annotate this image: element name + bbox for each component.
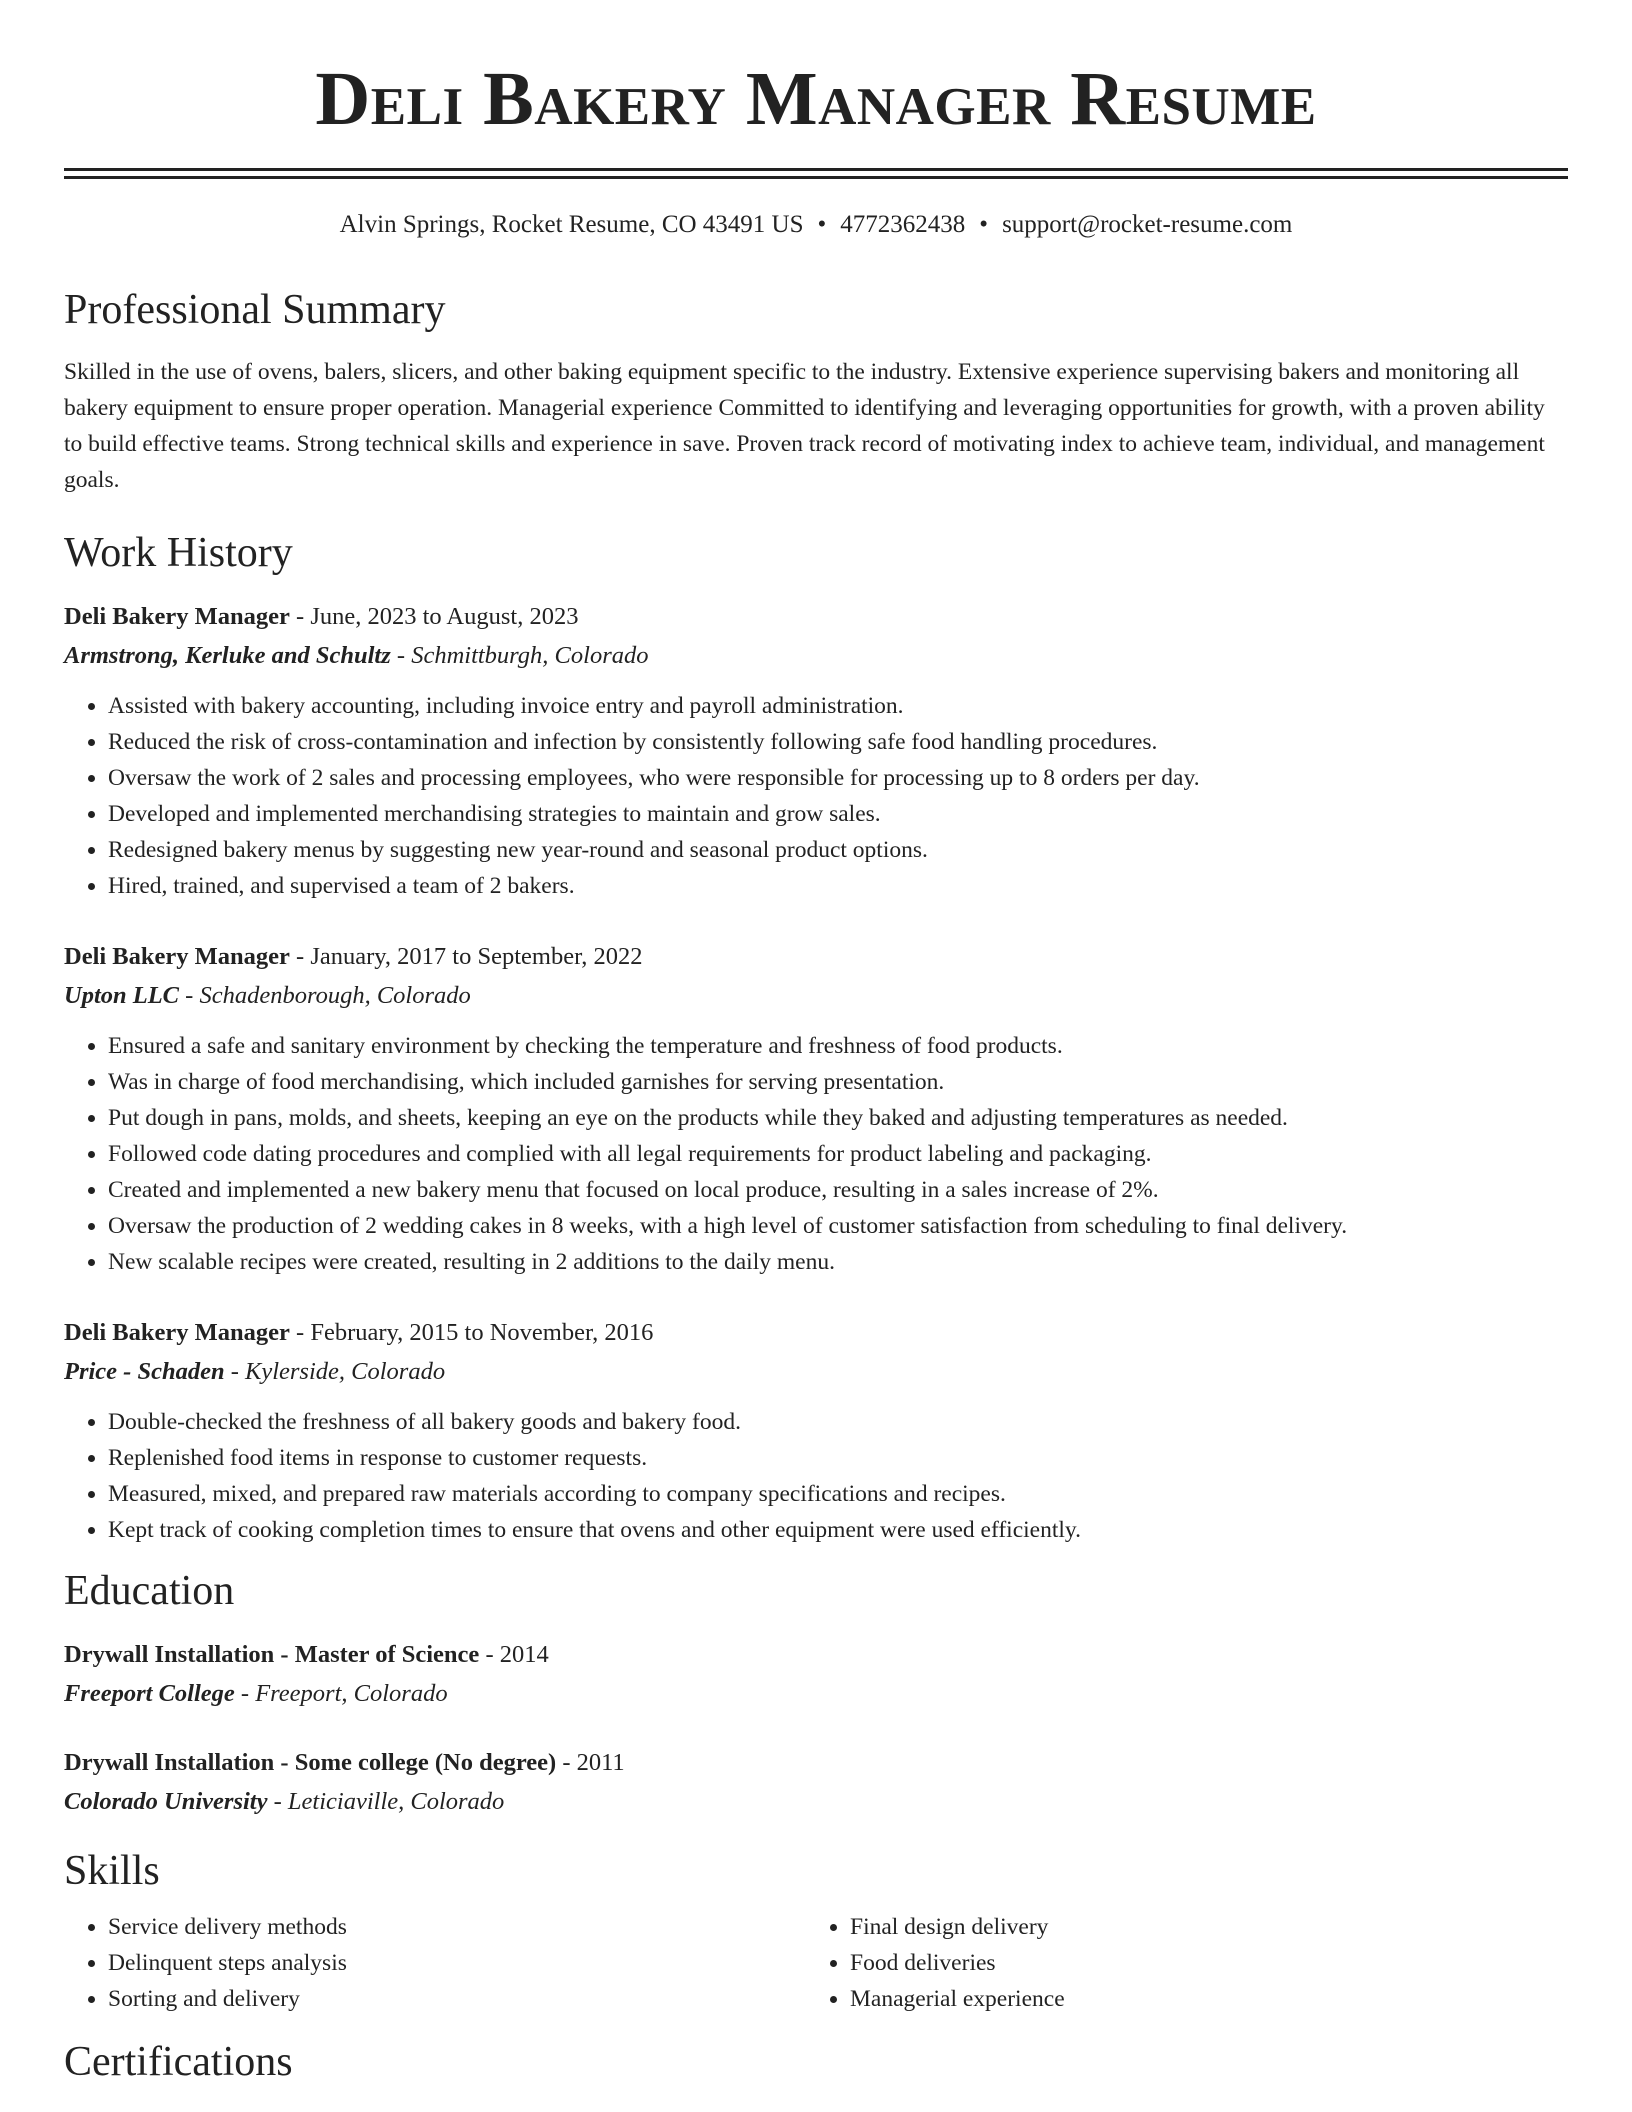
list-item: • Managerial experience <box>850 1981 1548 2017</box>
company-location: - Schadenborough, Colorado <box>179 982 471 1010</box>
list-item: • Kept track of cooking completion times to ensure that ovens and other equipment were used efficiently. <box>108 1512 1568 1548</box>
list-item: • Developed and implemented merchandising strategies to maintain and grow sales. <box>108 796 1568 832</box>
work-history-section <box>64 528 1568 1548</box>
title-double-rule <box>64 168 1568 179</box>
list-item: • Hired, trained, and supervised a team of 2 bakers. <box>108 868 1568 904</box>
job-bullets <box>64 688 1568 904</box>
school-location: - Freeport, Colorado <box>234 1680 448 1708</box>
job-dates: - January, 2017 to September, 2022 <box>289 943 643 971</box>
company-location: - Kylerside, Colorado <box>224 1358 446 1386</box>
certifications-heading: Certifications <box>64 2038 293 2085</box>
list-item: • Created and implemented a new bakery menu that focused on local produce, resulting in a sales increase of 2%. <box>108 1172 1568 1208</box>
list-item: • Ensured a safe and sanitary environment by checking the temperature and freshness of food products. <box>108 1028 1568 1064</box>
company-location: - Schmittburgh, Colorado <box>390 642 649 670</box>
list-item: • Oversaw the production of 2 wedding cakes in 8 weeks, with a high level of customer satisfaction from scheduling to final delivery. <box>108 1208 1568 1244</box>
school-name: Freeport College <box>64 1680 235 1708</box>
job-title: Deli Bakery Manager <box>64 943 290 971</box>
list-item: • Replenished food items in response to customer requests. <box>108 1440 1568 1476</box>
job-bullets <box>64 1028 1568 1280</box>
degree-name: Drywall Installation - Master of Science <box>64 1641 480 1669</box>
education-entry <box>64 1744 1568 1822</box>
job-title-line <box>64 598 1568 636</box>
list-item: • Put dough in pans, molds, and sheets, keeping an eye on the products while they baked and adjusting temperatures as needed. <box>108 1100 1568 1136</box>
list-item: • Double-checked the freshness of all bakery goods and bakery food. <box>108 1404 1568 1440</box>
list-item: • Sorting and delivery <box>108 1981 806 2017</box>
summary-heading: Professional Summary <box>64 287 446 334</box>
job-bullets <box>64 1404 1568 1548</box>
degree-line <box>64 1744 1568 1782</box>
skills-section <box>64 1846 1568 2016</box>
company-name: Price - Schaden <box>64 1358 225 1386</box>
certifications-section <box>64 2037 1568 2087</box>
summary-section <box>64 285 1568 497</box>
work-history-heading: Work History <box>64 529 293 576</box>
job-title-line <box>64 938 1568 976</box>
school-location: - Leticiaville, Colorado <box>267 1788 505 1816</box>
company-line <box>64 1352 1568 1392</box>
list-item: • Delinquent steps analysis <box>108 1945 806 1981</box>
list-item: • Redesigned bakery menus by suggesting new year-round and seasonal product options. <box>108 832 1568 868</box>
job-entry <box>64 938 1568 1280</box>
job-entry <box>64 1314 1568 1548</box>
education-section <box>64 1566 1568 1822</box>
job-title-line <box>64 1314 1568 1352</box>
job-dates: - June, 2023 to August, 2023 <box>289 603 579 631</box>
degree-line <box>64 1636 1568 1674</box>
list-item: • New scalable recipes were created, resulting in 2 additions to the daily menu. <box>108 1244 1568 1280</box>
job-title: Deli Bakery Manager <box>64 603 290 631</box>
school-line <box>64 1674 1568 1714</box>
list-item: • Reduced the risk of cross-contamination and infection by consistently following safe food handling procedures. <box>108 724 1568 760</box>
skills-column-left <box>64 1909 806 2017</box>
list-item: • Oversaw the work of 2 sales and processing employees, who were responsible for processing up to 8 orders per day. <box>108 760 1568 796</box>
contact-email: support@rocket-resume.com <box>1002 210 1293 238</box>
summary-text: Skilled in the use of ovens, balers, slicers, and other baking equipment specific to the industry. Extensive experience supervising bakers and monitoring all bakery equipment to ensure proper operation. Managerial experience Committed to identifying and leveraging opportunities for growth, with a proven ability to build effective teams. Strong technical skills and experience in save. Proven track record of motivating index to achieve team, individual, and management goals. <box>64 358 1545 493</box>
list-item: • Followed code dating procedures and complied with all legal requirements for product labeling and packaging. <box>108 1136 1568 1172</box>
degree-name: Drywall Installation - Some college (No degree) <box>64 1749 557 1777</box>
resume-page <box>64 0 1568 2087</box>
job-entry <box>64 598 1568 904</box>
contact-address: Alvin Springs, Rocket Resume, CO 43491 US <box>339 210 804 238</box>
job-dates: - February, 2015 to November, 2016 <box>289 1319 654 1347</box>
company-name: Armstrong, Kerluke and Schultz <box>64 642 391 670</box>
contact-phone: 4772362438 <box>840 210 966 238</box>
job-title: Deli Bakery Manager <box>64 1319 290 1347</box>
education-entry <box>64 1636 1568 1714</box>
school-name: Colorado University <box>64 1788 268 1816</box>
list-item: • Final design delivery <box>850 1909 1548 1945</box>
skills-heading: Skills <box>64 1848 160 1895</box>
degree-year: - 2011 <box>556 1749 625 1777</box>
skills-grid <box>64 1909 1568 2017</box>
list-item: • Food deliveries <box>850 1945 1548 1981</box>
skills-column-right <box>806 1909 1548 2017</box>
list-item: • Measured, mixed, and prepared raw materials according to company specifications and recipes. <box>108 1476 1568 1512</box>
list-item: • Service delivery methods <box>108 1909 806 1945</box>
resume-title: Deli Bakery Manager Resume <box>315 57 1317 141</box>
contact-separator: • <box>817 210 827 238</box>
company-line <box>64 636 1568 676</box>
school-line <box>64 1782 1568 1822</box>
degree-year: - 2014 <box>479 1641 549 1669</box>
list-item: • Assisted with bakery accounting, including invoice entry and payroll administration. <box>108 688 1568 724</box>
company-line <box>64 976 1568 1016</box>
contact-separator: • <box>979 210 989 238</box>
company-name: Upton LLC <box>64 982 180 1010</box>
education-heading: Education <box>64 1568 235 1615</box>
contact-line <box>64 209 1568 242</box>
list-item: • Was in charge of food merchandising, which included garnishes for serving presentation. <box>108 1064 1568 1100</box>
